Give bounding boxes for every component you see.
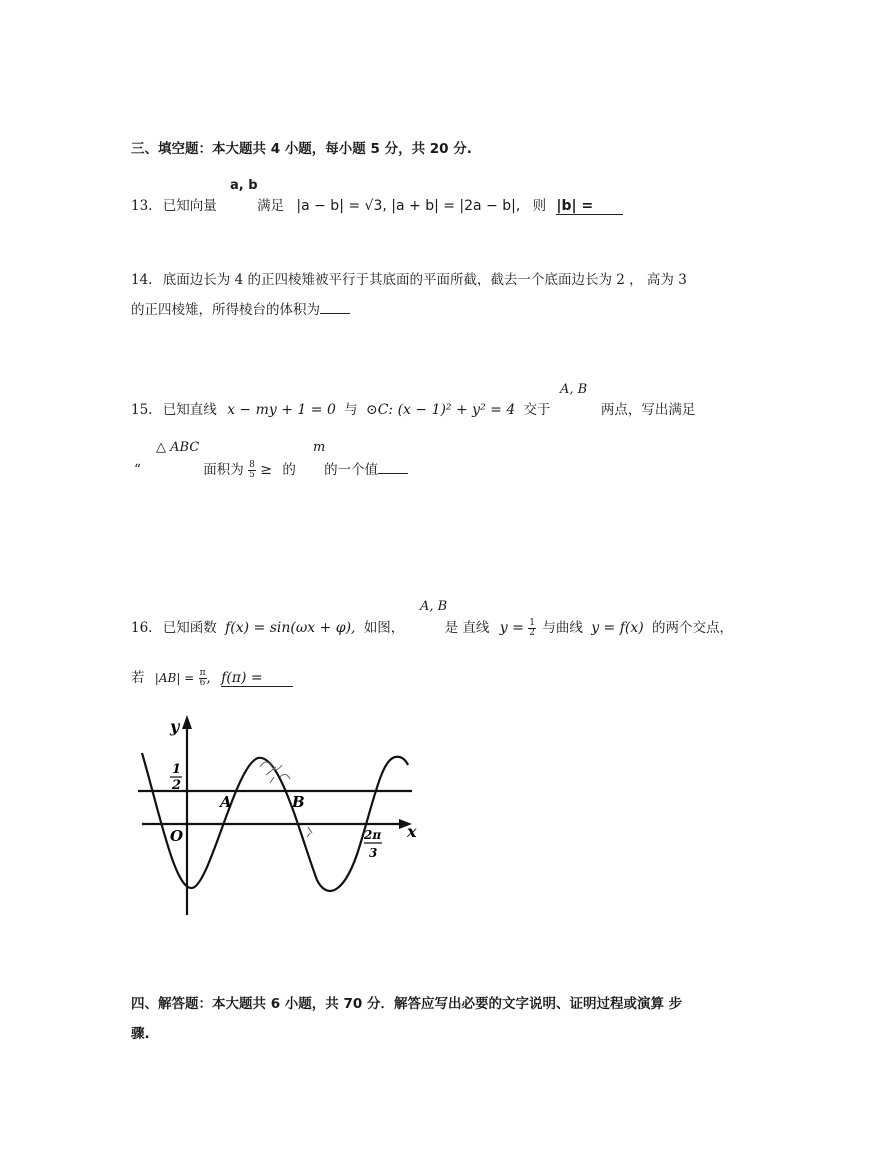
q15-geq: ≥ [260, 462, 273, 478]
question-15-line2 [134, 458, 408, 480]
question-13 [131, 194, 623, 214]
scribble-mark-small [307, 827, 312, 837]
graph-x-label: x [407, 822, 417, 841]
q13-condition: |a − b| = √3, |a + b| = |2a − b|, [296, 198, 521, 214]
q15-text1: 已知直线 [162, 402, 217, 418]
y-axis-arrow-icon [182, 715, 192, 729]
q15-frac-den: 5 [249, 470, 255, 480]
question-16-line2 [131, 666, 293, 688]
q16-text2: 如图， [363, 620, 405, 636]
q15-text3: 交于 [523, 402, 551, 418]
q14-text-line2: 的正四棱雉，所得棱台的体积为 [131, 302, 320, 318]
q16-text4: 与曲线 [542, 620, 583, 636]
graph-y-label: y [170, 717, 180, 736]
q16-pi-fraction [199, 669, 207, 688]
q16-ab-lhs: |AB| = [154, 671, 195, 685]
q15-text6: 的 [282, 462, 296, 478]
q14-answer-blank [320, 301, 350, 314]
q15-points: A, B [560, 382, 588, 397]
scribble-mark [260, 762, 290, 783]
q16-text3: 是 直线 [444, 620, 490, 636]
q14-number: 14. [131, 272, 153, 288]
q16-func: f(x) = sin(ωx + φ), [225, 620, 356, 636]
q15-circle-eq: ⊙C: (x − 1)² + y² = 4 [365, 402, 516, 418]
q16-half-fraction [528, 619, 536, 638]
section-header-fill-blank: 三、填空题：本大题共 4 小题，每小题 5 分，共 20 分. [131, 141, 472, 157]
q16-answer-blank: f(π) = [221, 670, 293, 687]
q15-triangle: △ ABC [156, 440, 200, 455]
q16-curve: y = f(x) [591, 620, 644, 636]
graph-origin-label: O [170, 827, 184, 845]
section-header-answer-line1: 四、解答题：本大题共 6 小题，共 70 分．解答应写出必要的文字说明、证明过程或演算 步 [131, 996, 683, 1012]
q16-text1: 已知函数 [162, 620, 217, 636]
graph-half-num: 1 [172, 762, 182, 777]
q15-text4: 两点，写出满足 [600, 402, 696, 418]
q13-text1: 已知向量 [162, 198, 217, 214]
q15-line-eq: x − my + 1 = 0 [227, 402, 336, 418]
q16-half-num: 1 [529, 618, 535, 628]
q15-text5: 面积为 [203, 462, 244, 478]
q14-line2 [131, 298, 350, 318]
q15-fraction [248, 461, 256, 480]
q16-line-eq-lhs: y = [499, 620, 524, 636]
q16-pi-den: 6 [199, 678, 206, 688]
graph-half-den: 2 [172, 778, 182, 793]
section-header-answer-line2: 骤. [131, 1026, 150, 1042]
q14-text-line1: 底面边长为 4 的正四棱雉被平行于其底面的平面所截，截去一个底面边长为 2 ， 高为 3 [162, 272, 687, 288]
q15-var-m: m [313, 440, 326, 455]
q15-text2: 与 [344, 402, 358, 418]
question-16-line1 [131, 616, 733, 638]
q15-frac-num: 8 [249, 460, 255, 470]
q13-text3: 则 [532, 198, 547, 214]
q16-pi-num: π [199, 668, 206, 678]
q16-half-den: 2 [529, 628, 535, 638]
q15-number: 15. [131, 402, 153, 418]
sine-curve [142, 753, 408, 891]
q13-number: 13. [131, 198, 153, 214]
q13-vectors: a, b [230, 178, 258, 193]
q16-number: 16. [131, 620, 153, 636]
q15-answer-blank [378, 461, 408, 474]
q15-text7: 的一个值 [324, 462, 379, 478]
q16-points: A, B [420, 599, 448, 614]
q16-comma: , [206, 670, 211, 686]
q15-quote-mark: “ [134, 462, 141, 478]
graph-tick-num: 2π [364, 828, 382, 842]
graph-tick-den: 3 [369, 846, 378, 860]
graph-point-b: B [292, 793, 305, 811]
sine-graph [120, 705, 430, 920]
q13-answer-blank: |b| = [556, 198, 623, 215]
question-15-line1 [131, 398, 695, 418]
q14-line1 [131, 268, 687, 288]
q16-text6: 若 [131, 670, 145, 686]
graph-point-a: A [220, 793, 232, 811]
q16-text5: 的两个交点， [652, 620, 734, 636]
q13-text2: 满足 [257, 198, 285, 214]
